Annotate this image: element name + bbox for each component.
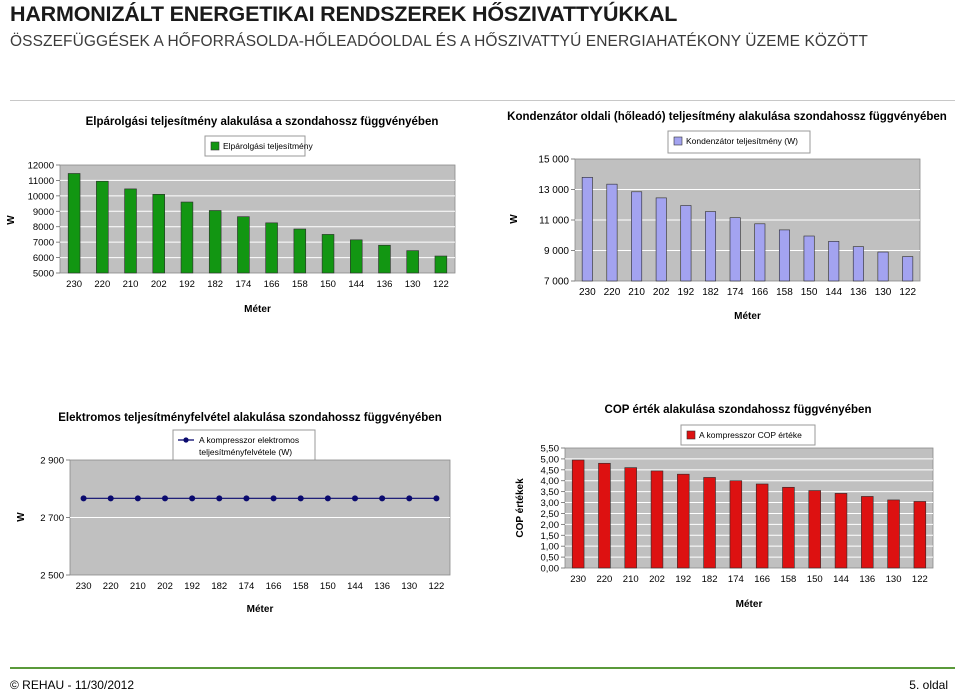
y-tick-label: 11000	[28, 175, 54, 187]
y-tick-label: 2 500	[40, 570, 64, 582]
bar	[656, 198, 666, 281]
data-point	[108, 495, 114, 501]
data-point	[162, 495, 168, 501]
y-tick-label: 5,00	[540, 454, 559, 466]
bar	[572, 460, 584, 568]
x-tick-label: 202	[150, 279, 167, 290]
data-point	[379, 495, 385, 501]
x-tick-label: 136	[850, 287, 867, 298]
condenser-power-chart	[505, 102, 955, 326]
legend-swatch	[211, 142, 219, 150]
data-point	[433, 495, 439, 501]
y-tick-label: 7000	[32, 237, 54, 249]
x-tick-label: 192	[184, 581, 201, 592]
x-tick-label: 158	[291, 279, 308, 290]
x-tick-label: 158	[780, 574, 797, 585]
bar	[756, 484, 768, 568]
legend-swatch	[687, 431, 695, 439]
y-tick-label: 8000	[32, 222, 54, 234]
data-point	[243, 495, 249, 501]
bar	[181, 202, 193, 273]
slide-title: HARMONIZÁLT ENERGETIKAI RENDSZEREK HŐSZIVATTYÚKKAL	[10, 2, 678, 26]
y-tick-label: 0,00	[540, 563, 559, 575]
data-point	[81, 495, 87, 501]
bar	[705, 212, 715, 281]
bar	[888, 500, 900, 568]
data-point	[189, 495, 195, 501]
data-point	[216, 495, 222, 501]
x-tick-label: 192	[675, 574, 692, 585]
bar	[153, 194, 165, 273]
bar	[607, 184, 617, 281]
plot-area	[60, 165, 455, 273]
bar	[783, 487, 795, 568]
x-tick-label: 122	[899, 287, 917, 298]
bar	[582, 177, 592, 281]
x-axis-label: Méter	[244, 304, 271, 315]
bar	[730, 218, 740, 281]
footer-page-number: 5. oldal	[909, 678, 948, 692]
x-tick-label: 130	[404, 279, 421, 290]
x-tick-label: 230	[66, 279, 83, 290]
data-point	[271, 495, 277, 501]
x-tick-label: 122	[428, 581, 445, 592]
footer-copyright: © REHAU - 11/30/2012	[10, 678, 135, 692]
chart-title: Elpárolgási teljesítmény alakulása a szondahossz függvényében	[85, 116, 439, 128]
slide-subtitle: ÖSSZEFÜGGÉSEK A HŐFORRÁSOLDA-HŐLEADÓOLDAL ÉS A HŐSZIVATTYÚ ENERGIAHATÉKONY ÜZEME KÖZÖTT	[10, 33, 868, 50]
x-axis-label: Méter	[734, 311, 761, 322]
x-axis-label: Méter	[246, 604, 274, 615]
x-tick-label: 130	[885, 574, 902, 585]
evaporator-power-chart	[0, 105, 470, 325]
x-tick-label: 202	[652, 287, 670, 298]
x-tick-label: 136	[376, 279, 393, 290]
bar	[68, 173, 80, 273]
y-axis-label: COP értékek	[515, 478, 526, 538]
chart-title: Elektromos teljesítményfelvétel alakulása szondahossz függvényében	[58, 412, 442, 424]
bar	[755, 224, 765, 281]
x-tick-label: 230	[75, 581, 92, 592]
x-tick-label: 210	[628, 287, 645, 298]
data-point	[298, 495, 304, 501]
bar	[878, 252, 888, 281]
legend-swatch-marker	[183, 437, 188, 442]
bar	[237, 217, 249, 273]
bar	[322, 234, 334, 273]
x-tick-label: 220	[102, 581, 119, 592]
y-tick-label: 1,00	[540, 541, 559, 553]
legend-label: Elpárolgási teljesítmény	[223, 141, 313, 151]
y-tick-label: 5000	[32, 268, 54, 280]
x-tick-label: 122	[911, 574, 928, 585]
bar	[209, 211, 221, 273]
x-tick-label: 144	[347, 581, 363, 592]
bar	[861, 496, 873, 568]
x-tick-label: 182	[702, 287, 719, 298]
electric-power-chart	[0, 405, 460, 620]
x-tick-label: 150	[806, 574, 823, 585]
x-tick-label: 150	[319, 581, 336, 592]
x-tick-label: 174	[235, 279, 252, 290]
x-tick-label: 220	[603, 287, 621, 298]
x-tick-label: 150	[800, 287, 818, 298]
y-tick-label: 5,50	[540, 443, 559, 455]
x-tick-label: 174	[727, 574, 744, 585]
x-tick-label: 166	[265, 581, 282, 592]
y-tick-label: 6000	[32, 253, 54, 265]
x-tick-label: 210	[122, 279, 139, 290]
bar	[829, 241, 839, 281]
cop-chart	[505, 398, 955, 620]
y-axis-label: W	[16, 512, 27, 522]
bar	[677, 474, 689, 568]
bar	[809, 491, 821, 568]
x-tick-label: 192	[677, 287, 695, 298]
x-tick-label: 166	[263, 279, 280, 290]
data-point	[325, 495, 331, 501]
y-tick-label: 1,50	[540, 530, 559, 542]
footer-divider	[10, 667, 955, 669]
y-tick-label: 9 000	[543, 246, 569, 257]
y-tick-label: 4,50	[540, 465, 559, 477]
legend-label: A kompresszor COP értéke	[699, 430, 802, 440]
y-axis-label: W	[509, 214, 520, 224]
x-tick-label: 150	[320, 279, 336, 290]
x-tick-label: 192	[179, 279, 195, 290]
bar	[407, 251, 419, 273]
x-tick-label: 158	[292, 581, 309, 592]
x-tick-label: 220	[94, 279, 111, 290]
bar	[266, 223, 278, 273]
x-tick-label: 130	[874, 287, 892, 298]
x-tick-label: 144	[833, 574, 849, 585]
data-point	[135, 495, 141, 501]
x-tick-label: 182	[701, 574, 718, 585]
x-tick-label: 144	[348, 279, 365, 290]
x-tick-label: 158	[776, 287, 793, 298]
x-tick-label: 144	[825, 287, 843, 298]
y-tick-label: 13 000	[538, 185, 569, 196]
y-tick-label: 10000	[27, 191, 54, 203]
y-tick-label: 12000	[27, 160, 54, 172]
legend-label: A kompresszor elektromos	[199, 435, 300, 445]
y-tick-label: 3,50	[540, 487, 559, 499]
y-tick-label: 4,00	[540, 476, 559, 488]
y-tick-label: 2 900	[40, 455, 64, 467]
x-tick-label: 166	[751, 287, 769, 298]
x-tick-label: 230	[578, 287, 596, 298]
x-tick-label: 130	[401, 581, 418, 592]
y-tick-label: 2,50	[540, 508, 559, 520]
x-tick-label: 136	[374, 581, 391, 592]
x-tick-label: 202	[649, 574, 665, 585]
data-point	[406, 495, 412, 501]
chart-title: Kondenzátor oldali (hőleadó) teljesítmény alakulása szondahossz függvényében	[507, 111, 947, 123]
y-tick-label: 2 700	[40, 513, 64, 524]
x-tick-label: 136	[859, 574, 876, 585]
bar	[294, 229, 306, 273]
bar	[625, 468, 637, 568]
x-tick-label: 230	[570, 574, 587, 585]
y-tick-label: 0,50	[540, 552, 559, 564]
bar	[125, 189, 137, 273]
x-tick-label: 202	[157, 581, 173, 592]
x-tick-label: 166	[754, 574, 771, 585]
x-tick-label: 210	[129, 581, 146, 592]
bar	[704, 477, 716, 568]
bar	[779, 230, 789, 281]
legend-swatch	[674, 137, 682, 145]
bar	[730, 481, 742, 568]
x-tick-label: 174	[726, 287, 744, 298]
x-tick-label: 220	[596, 574, 613, 585]
x-tick-label: 174	[238, 581, 255, 592]
y-axis-label: W	[6, 215, 17, 225]
bar	[804, 236, 814, 281]
chart-title: COP érték alakulása szondahossz függvényében	[604, 404, 872, 416]
bar	[853, 247, 863, 281]
bar	[96, 181, 108, 273]
y-tick-label: 11 000	[539, 215, 569, 227]
bar	[435, 256, 447, 273]
x-axis-label: Méter	[735, 599, 763, 610]
x-tick-label: 122	[432, 279, 449, 290]
bar	[350, 240, 362, 273]
legend-label: teljesítményfelvétele (W)	[199, 447, 293, 457]
data-point	[352, 495, 358, 501]
bar	[379, 245, 391, 273]
bar	[599, 463, 611, 568]
x-tick-label: 182	[207, 279, 224, 290]
bar	[651, 471, 663, 568]
x-tick-label: 210	[622, 574, 639, 585]
plot-area	[565, 448, 933, 568]
bar	[903, 257, 913, 281]
y-tick-label: 2,00	[540, 519, 559, 531]
x-tick-label: 182	[211, 581, 228, 592]
y-tick-label: 3,00	[540, 498, 559, 510]
y-tick-label: 9000	[32, 206, 54, 218]
bar	[681, 206, 691, 281]
y-tick-label: 15 000	[538, 154, 569, 166]
bar	[835, 493, 847, 568]
bar	[631, 192, 641, 281]
bar	[914, 501, 926, 568]
y-tick-label: 7 000	[543, 276, 569, 288]
top-divider	[10, 100, 955, 101]
legend-label: Kondenzátor teljesítmény (W)	[686, 136, 798, 146]
